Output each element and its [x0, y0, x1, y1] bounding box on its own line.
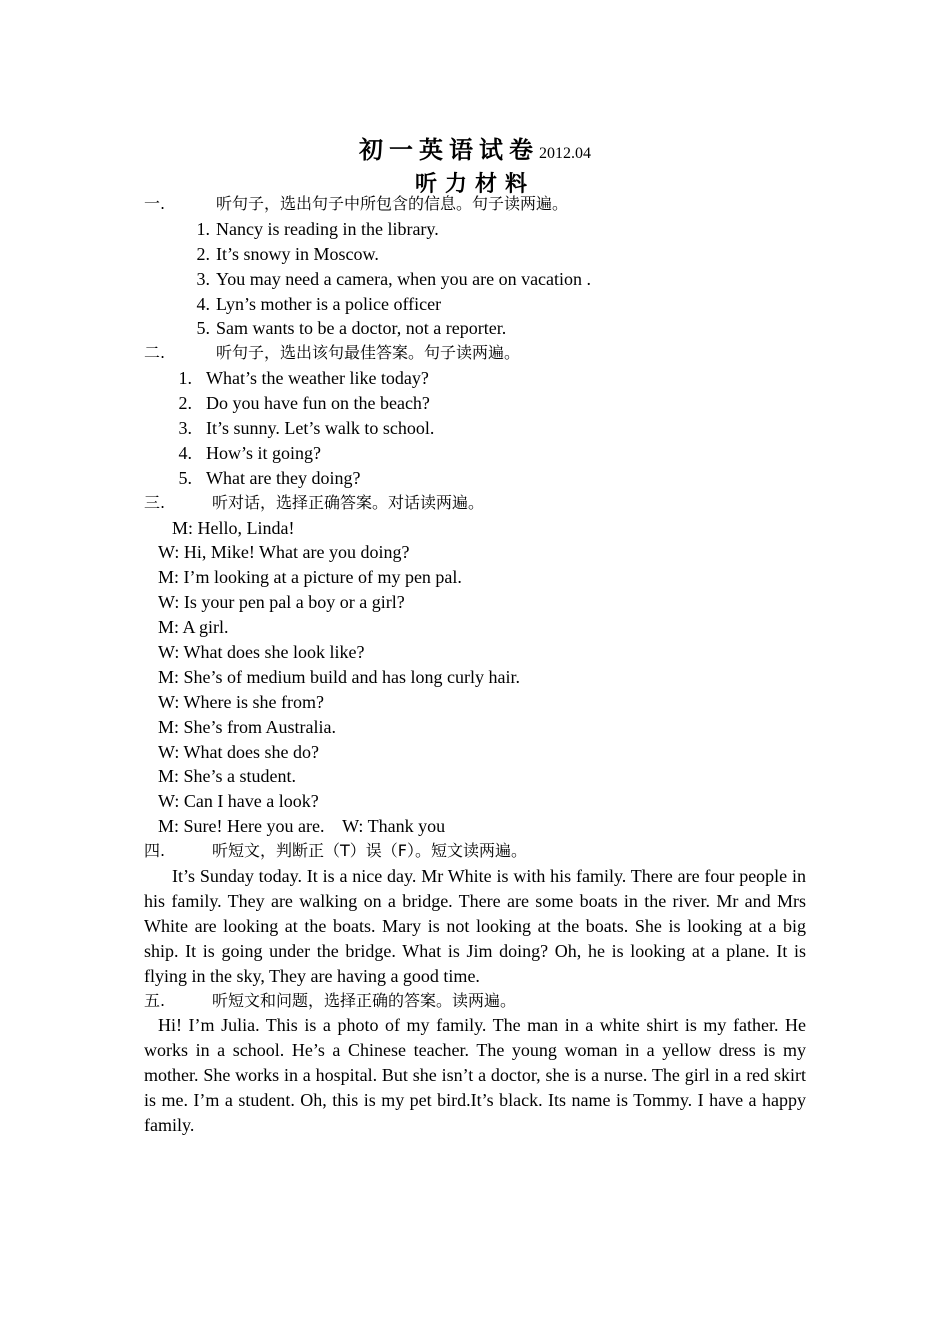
- section-number: 五.: [144, 990, 166, 1010]
- list-item: 4. Lyn’s mother is a police officer: [196, 293, 442, 314]
- dialogue-line: M: A girl.: [158, 617, 229, 638]
- list-item: 4. How’s it going?: [178, 442, 321, 463]
- dialogue-line: M: I’m looking at a picture of my pen pal.: [158, 567, 462, 588]
- document-page: [144, 132, 806, 1138]
- dialogue-line: W: Can I have a look?: [158, 791, 319, 812]
- list-item: 2. Do you have fun on the beach?: [178, 393, 430, 414]
- dialogue-line: M: Sure! Here you are. W: Thank you: [158, 816, 446, 837]
- section-instruction: 听对话，选择正确答案。对话读两遍。: [212, 492, 485, 512]
- section-2-heading: [144, 341, 806, 366]
- section-4-heading: [144, 839, 806, 864]
- dialogue-line: W: What does she do?: [158, 741, 319, 762]
- section-number: 三.: [144, 492, 166, 512]
- section-1-heading: [144, 192, 806, 217]
- list-item: 5. What are they doing?: [178, 467, 361, 488]
- list-item: 5. Sam wants to be a doctor, not a reporter.: [196, 318, 507, 339]
- document-title: [144, 132, 806, 168]
- section-instruction: 听句子，选出句子中所包含的信息。句子读两遍。: [216, 194, 569, 213]
- section-instruction: 听短文，判断正（T）误（F）。短文读两遍。: [212, 841, 527, 861]
- list-item: 1. Nancy is reading in the library.: [196, 218, 439, 239]
- dialogue-line: M: She’s of medium build and has long curly hair.: [158, 666, 520, 687]
- section-number: 四.: [144, 841, 166, 861]
- section-number: 二.: [144, 343, 166, 363]
- section-instruction: 听短文和问题，选择正确的答案。读两遍。: [212, 990, 517, 1010]
- title-main: 初一英语试卷: [359, 136, 539, 164]
- dialogue-line: W: Hi, Mike! What are you doing?: [158, 542, 410, 563]
- dialogue-line: W: Where is she from?: [158, 691, 324, 712]
- list-item: 3. It’s sunny. Let’s walk to school.: [178, 418, 435, 439]
- section-number: 一.: [144, 194, 166, 213]
- section-3-heading: [144, 491, 806, 516]
- section-instruction: 听句子，选出该句最佳答案。句子读两遍。: [216, 343, 521, 363]
- passage-paragraph: Hi! I’m Julia. This is a photo of my family. The man in a white shirt is my father. He works in a school. He’s a Chinese teacher. The young woman in a yellow dress is my mother. She works in a hospital. But she isn’t a doctor, she is a nurse. The girl in a red skirt is me. I’m a student. Oh, this is my pet bird.It’s black. Its name is Tommy. I have a happy family.: [144, 1015, 806, 1136]
- dialogue-line: M: Hello, Linda!: [172, 517, 295, 538]
- list-item: 1. What’s the weather like today?: [178, 368, 429, 389]
- passage-paragraph: It’s Sunday today. It is a nice day. Mr White is with his family. There are four people in his family. They are walking on a bridge. There are some boats in the river. Mr and Mrs White are looking at the boats. Mary is not looking at the boats. She is looking at a big ship. It is going under the bridge. What is Jim doing? Oh, he is looking at a plane. It is flying in the sky, They are having a good time.: [144, 866, 806, 986]
- title-date: 2012.04: [539, 145, 591, 162]
- dialogue-line: W: What does she look like?: [158, 642, 365, 663]
- dialogue-line: W: Is your pen pal a boy or a girl?: [158, 592, 405, 613]
- dialogue-line: M: She’s from Australia.: [158, 716, 336, 737]
- list-item: 2. It’s snowy in Moscow.: [196, 243, 379, 264]
- document-subtitle: 听力材料: [414, 172, 535, 197]
- dialogue-line: M: She’s a student.: [158, 766, 296, 787]
- list-item: 3. You may need a camera, when you are on vacation .: [196, 268, 592, 289]
- section-5-heading: [144, 989, 806, 1014]
